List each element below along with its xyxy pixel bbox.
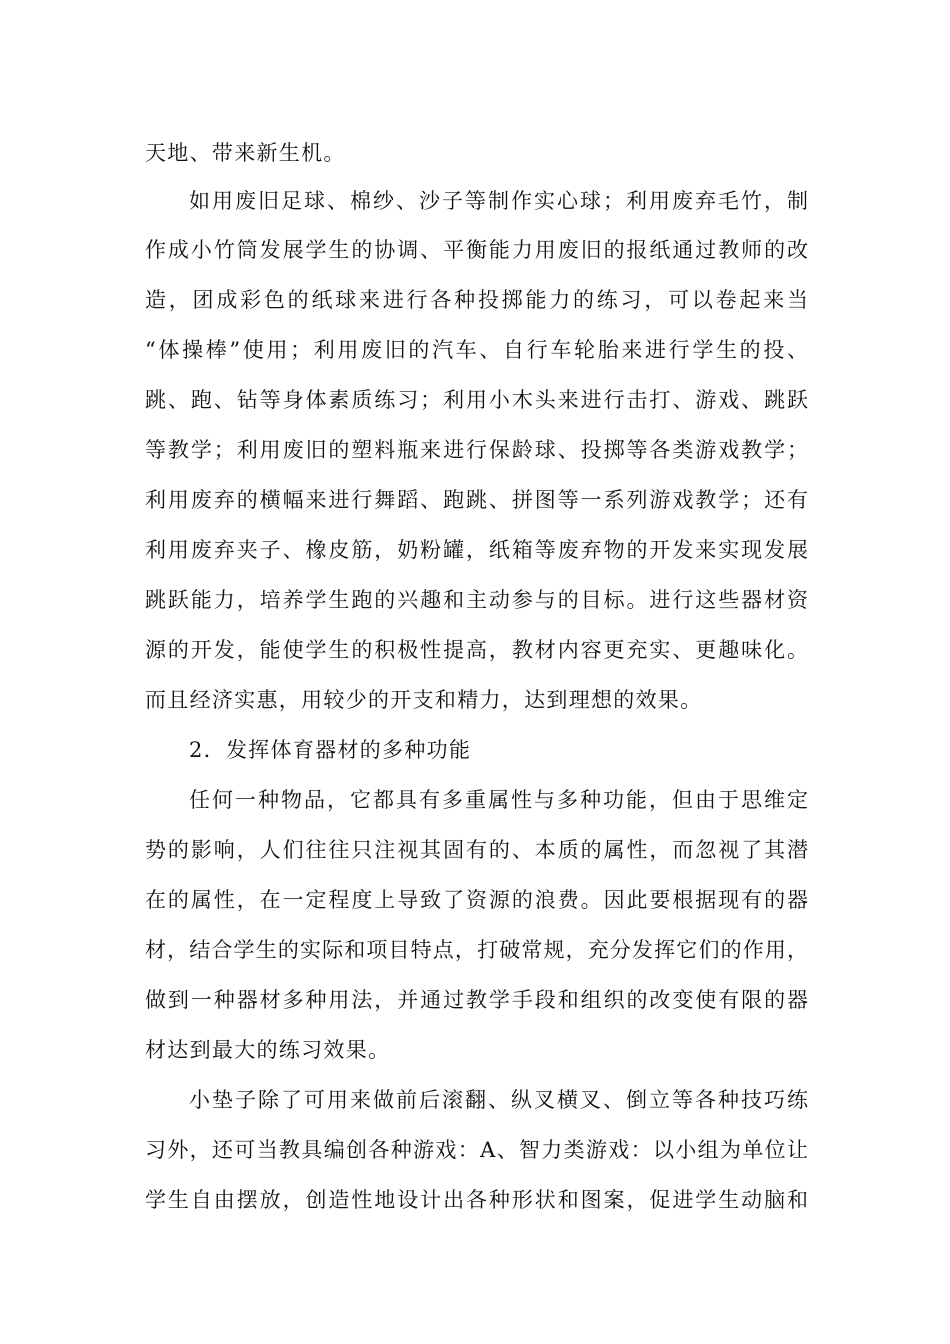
text-line: 做到一种器材多种用法，并通过教学手段和组织的改变使有限的器 — [145, 988, 808, 1012]
text-line: 作成小竹筒发展学生的协调、平衡能力用废旧的报纸通过教师的改 — [145, 238, 808, 262]
text-line: 造，团成彩色的纸球来进行各种投掷能力的练习，可以卷起来当 — [145, 288, 808, 312]
text-line: 在的属性，在一定程度上导致了资源的浪费。因此要根据现有的器 — [145, 888, 808, 912]
text-line: 利用废弃夹子、橡皮筋，奶粉罐，纸箱等废弃物的开发来实现发展 — [145, 538, 808, 562]
text-line: 习外，还可当教具编创各种游戏：A、智力类游戏：以小组为单位让 — [145, 1138, 808, 1162]
text-line: 利用废弃的横幅来进行舞蹈、跑跳、拼图等一系列游戏教学；还有 — [145, 488, 808, 512]
paragraph-first-line: 小垫子除了可用来做前后滚翻、纵叉横叉、倒立等各种技巧练 — [189, 1088, 808, 1112]
text-line: 天地、带来新生机。 — [145, 141, 346, 165]
text-line: “体操棒”使用；利用废旧的汽车、自行车轮胎来进行学生的投、 — [145, 338, 808, 362]
text-line: 材，结合学生的实际和项目特点，打破常规，充分发挥它们的作用， — [145, 938, 808, 962]
paragraph-first-line: 任何一种物品，它都具有多重属性与多种功能，但由于思维定 — [189, 788, 808, 812]
text-line: 学生自由摆放，创造性地设计出各种形状和图案，促进学生动脑和 — [145, 1188, 808, 1212]
text-line: 等教学；利用废旧的塑料瓶来进行保龄球、投掷等各类游戏教学； — [145, 438, 808, 462]
text-line: 跳、跑、钻等身体素质练习；利用小木头来进行击打、游戏、跳跃 — [145, 388, 808, 412]
text-line: 势的影响，人们往往只注视其固有的、本质的属性，而忽视了其潜 — [145, 838, 808, 862]
text-line: 跳跃能力，培养学生跑的兴趣和主动参与的目标。进行这些器材资 — [145, 588, 808, 612]
section-heading: 2．发挥体育器材的多种功能 — [189, 738, 472, 762]
text-line: 材达到最大的练习效果。 — [145, 1038, 391, 1062]
text-line: 源的开发，能使学生的积极性提高，教材内容更充实、更趣味化。 — [145, 638, 808, 662]
paragraph-first-line: 如用废旧足球、棉纱、沙子等制作实心球；利用废弃毛竹，制 — [189, 189, 808, 213]
text-line: 而且经济实惠，用较少的开支和精力，达到理想的效果。 — [145, 688, 703, 712]
